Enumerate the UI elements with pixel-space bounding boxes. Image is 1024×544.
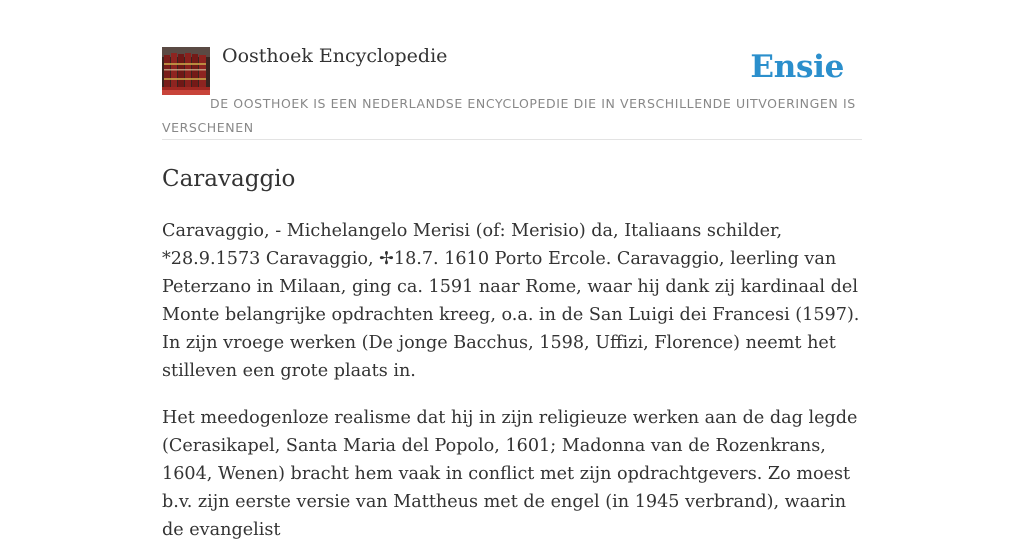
content-container — [162, 0, 862, 544]
brand-logo-link[interactable]: Ensie — [750, 49, 844, 85]
encyclopedia-books-avatar-icon — [162, 47, 210, 95]
article-paragraph: Het meedogenloze realisme dat hij in zijn religieuze werken aan de dag legde (Cerasikapel, Santa Maria del Popolo, 1601; Madonna van de Rozenkrans, 1604, Wenen) bracht hem vaak in conflict met zijn opdrachtgevers. Zo moest b.v. zijn eerste versie van Mattheus met de engel (in 1945 verbrand), waarin de evangelist — [162, 408, 858, 540]
avatar[interactable] — [162, 47, 210, 95]
article-title: Caravaggio — [162, 166, 296, 192]
site-tagline: DE OOSTHOEK IS EEN NEDERLANDSE ENCYCLOPEDIE DIE IN VERSCHILLENDE UITVOERINGEN IS VERSCHENEN — [162, 96, 856, 135]
site-header — [162, 0, 862, 140]
article-paragraph: Caravaggio, - Michelangelo Merisi (of: Merisio) da, Italiaans schilder, *28.9.1573 Caravaggio, ✢18.7. 1610 Porto Ercole. Caravaggio, leerling van Peterzano in Milaan, ging ca. 1591 naar Rome, waar hij dank zij kardinaal del Monte belangrijke opdrachten kreeg, o.a. in de San Luigi dei Francesi (1597). In zijn vroege werken (De jonge Bacchus, 1598, Uffizi, Florence) neemt het stilleven een grote plaats in. — [162, 221, 860, 381]
site-name-link[interactable]: Oosthoek Encyclopedie — [222, 45, 448, 67]
